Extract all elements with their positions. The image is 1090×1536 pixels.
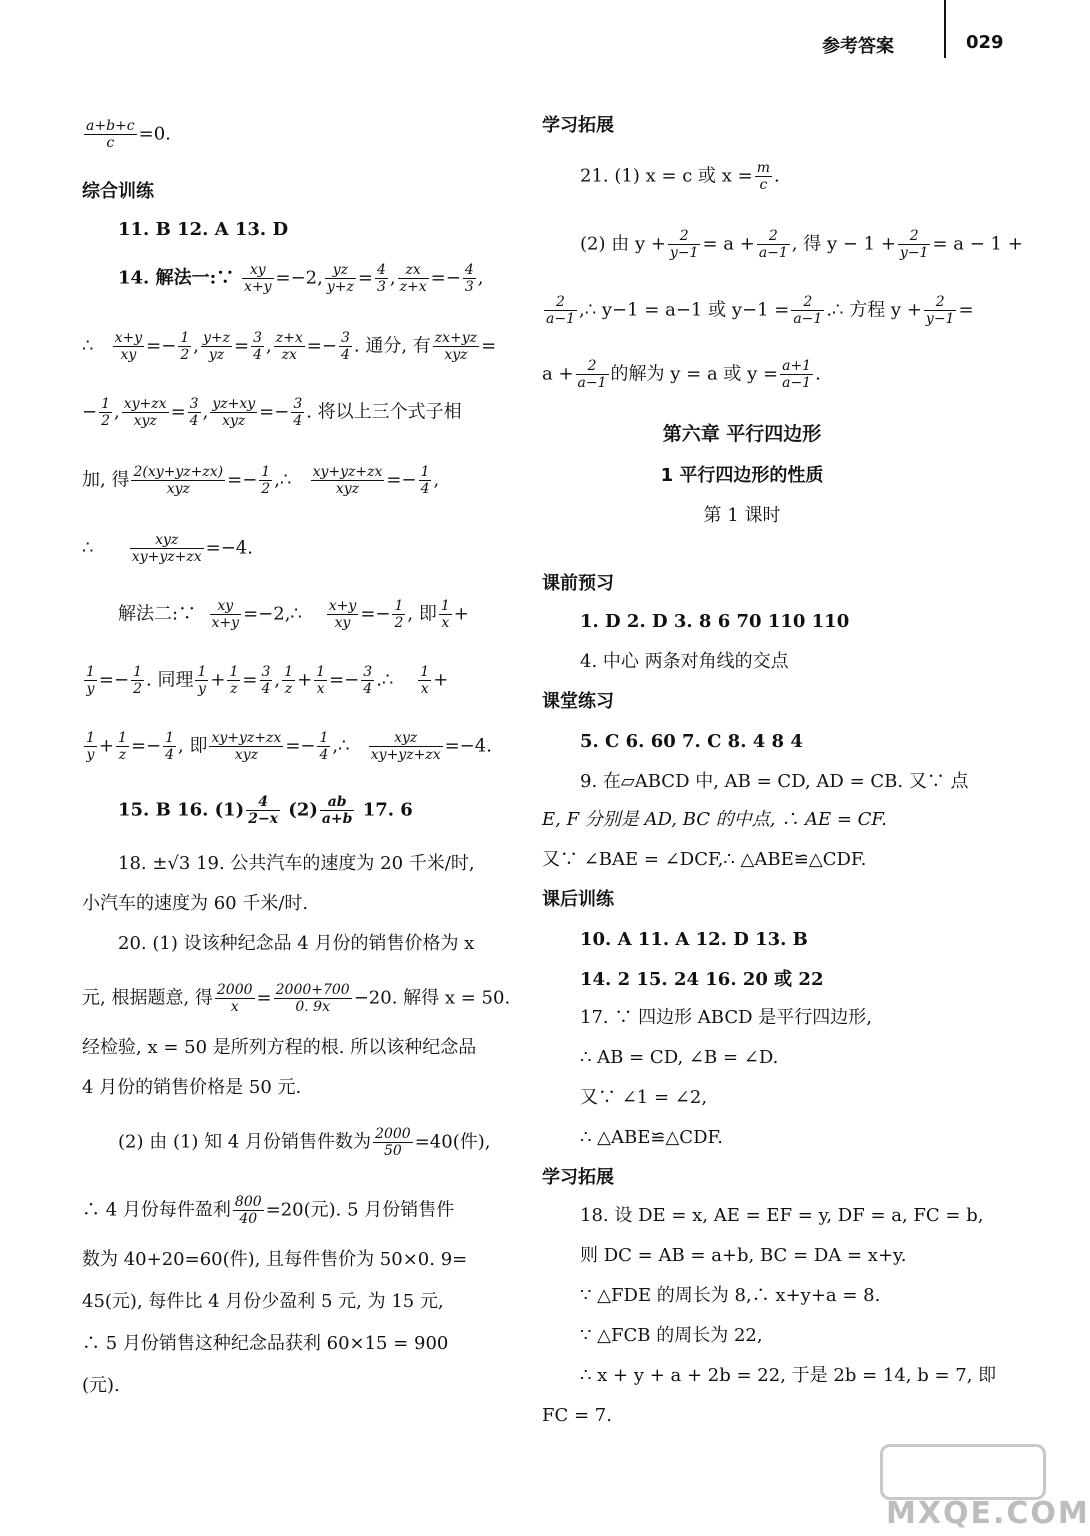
right-line-12: 14. 2 15. 24 16. 20 或 22 <box>580 969 824 990</box>
chapter-title: 第六章 平行四边形 <box>662 423 822 445</box>
section-heading: 课后训练 <box>542 889 614 910</box>
left-line-2: 11. B 12. A 13. D <box>118 219 289 240</box>
watermark-logo-icon <box>880 1444 1046 1500</box>
right-line-9: E, F 分别是 AD, BC 的中点, ∴ AE = CF. <box>542 809 887 830</box>
right-line-7: 5. C 6. 60 7. C 8. 4 8 4 <box>580 731 803 752</box>
section-heading: 学习拓展 <box>542 1167 614 1188</box>
right-line-5: 1. D 2. D 3. 8 6 70 110 110 <box>580 611 850 632</box>
right-line-11: 10. A 11. A 12. D 13. B <box>580 929 808 950</box>
section-heading: 课前预习 <box>542 573 614 594</box>
left-line-3: 14. 解法一:∵ $\frac{xy}{x+y}$ =−2, $\frac{yz}{y+z}$ = $\frac{4}{3}$ , $\frac{zx}{z+x}$ =− $\frac{4}{3}$ , <box>118 262 484 295</box>
right-line-19: ∵ △FDE 的周长为 8,∴ x+y+a = 8. <box>580 1285 881 1306</box>
section-heading: 学习拓展 <box>542 115 614 136</box>
left-line-16: 经检验, x = 50 是所列方程的根. 所以该种纪念品 <box>82 1037 477 1058</box>
left-line-8: 解法二:∵ $\frac{xy}{x+y}$ =−2,∴ $\frac{x+y}{xy}$ =− $\frac{1}{2}$ , 即 $\frac{1}{x}$ + <box>118 598 469 631</box>
section-heading: 综合训练 <box>82 181 154 202</box>
lesson-title: 第 1 课时 <box>703 505 781 526</box>
left-line-11: 15. B 16. (1) $\frac{4}{2-x}$ (2) $\frac{ab}{a+b}$ 17. 6 <box>118 794 413 827</box>
right-line-17: 18. 设 DE = x, AE = EF = y, DF = a, FC = b, <box>580 1205 984 1226</box>
left-line-22: ∴ 5 月份销售这种纪念品获利 60×15 = 900 <box>82 1333 449 1354</box>
right-line-6: 4. 中心 两条对角线的交点 <box>580 651 789 672</box>
right-line-8: 9. 在▱ABCD 中, AB = CD, AD = CB. 又∵ 点 <box>580 771 969 792</box>
right-line-16: ∴ △ABE≌△CDF. <box>580 1127 723 1148</box>
section-title: 1 平行四边形的性质 <box>660 465 824 486</box>
left-line-5: − $\frac{1}{2}$ , $\frac{xy+zx}{\text{xyz}}$ = $\frac{3}{4}$ , $\frac{yz+xy}{\text{xyz}}$ =− $\frac{3}{4}$ . 将以上三个式子相 <box>82 396 462 429</box>
left-line-14: 20. (1) 设该种纪念品 4 月份的销售价格为 x <box>118 933 475 954</box>
right-line-18: 则 DC = AB = a+b, BC = DA = x+y. <box>580 1245 907 1266</box>
right-line-21: ∴ x + y + a + 2b = 22, 于是 2b = 14, b = 7, 即 <box>580 1365 997 1386</box>
watermark-text: MXQE.COM <box>886 1496 1090 1531</box>
left-line-18: (2) 由 (1) 知 4 月份销售件数为 $\frac{2000}{50}$ =40(件), <box>118 1126 491 1159</box>
left-line-4: ∴ $\frac{x+y}{xy}$ =− $\frac{1}{2}$ , $\frac{y+z}{yz}$ = $\frac{3}{4}$ , $\frac{z+x}{zx}$ =− $\frac{3}{4}$ . 通分, 有 $\frac{zx+yz}{\text{xyz}}$ = <box>82 330 497 363</box>
right-line-3: $\frac{2}{a-1}$ ,∴ y−1 = a−1 或 y−1 = $\frac{2}{a-1}$ .∴ 方程 y + $\frac{2}{y-1}$ = <box>546 294 974 327</box>
header-rule <box>944 0 946 58</box>
page-number: 029 <box>966 32 1004 53</box>
left-line-7: ∴ $\frac{\text{xyz}}{xy+yz+zx}$ =−4. <box>82 532 253 565</box>
left-line-12: 18. ±√3 19. 公共汽车的速度为 20 千米/时, <box>118 853 475 874</box>
left-line-20: 数为 40+20=60(件), 且每件售价为 50×0. 9= <box>82 1249 468 1270</box>
left-line-19: ∴ 4 月份每件盈利 $\frac{800}{40}$ =20(元). 5 月份销售件 <box>82 1194 455 1227</box>
right-line-1: 21. (1) x = c 或 x = $\frac{m}{c}$ . <box>580 160 780 193</box>
left-line-23: (元). <box>82 1375 120 1396</box>
header-title: 参考答案 <box>822 36 894 57</box>
left-line-15: 元, 根据题意, 得 $\frac{2000}{x}$ = $\frac{2000+700}{0. 9x}$ −20. 解得 x = 50. <box>82 982 511 1015</box>
right-line-10: 又∵ ∠BAE = ∠DCF,∴ △ABE≌△CDF. <box>542 849 867 870</box>
right-line-20: ∵ △FCB 的周长为 22, <box>580 1325 763 1346</box>
left-line-21: 45(元), 每件比 4 月份少盈利 5 元, 为 15 元, <box>82 1291 444 1312</box>
watermark <box>880 1444 1090 1532</box>
left-line-9: $\frac{1}{y}$ =− $\frac{1}{2}$ . 同理 $\frac{1}{y}$ + $\frac{1}{z}$ = $\frac{3}{4}$ , $\frac{1}{z}$ + $\frac{1}{x}$ =− $\frac{3}{4}$ .∴ $\frac{1}{x}$ + <box>86 664 449 697</box>
section-heading: 课堂练习 <box>542 691 614 712</box>
right-line-2: (2) 由 y + $\frac{2}{y-1}$ = a + $\frac{2}{a-1}$ , 得 y − 1 + $\frac{2}{y-1}$ = a − 1 + <box>580 228 1023 261</box>
left-line-6: 加, 得 $\frac{2(xy+yz+zx)}{\text{xyz}}$ =− $\frac{1}{2}$ ,∴ $\frac{xy+yz+zx}{\text{xyz}}$ =− $\frac{1}{4}$ , <box>82 464 440 497</box>
right-line-14: ∴ AB = CD, ∠B = ∠D. <box>580 1047 779 1068</box>
left-line-13: 小汽车的速度为 60 千米/时. <box>82 893 309 914</box>
right-line-22: FC = 7. <box>542 1405 612 1426</box>
fraction: $\frac{a+b+c}{c}$ <box>86 118 135 151</box>
right-line-15: 又∵ ∠1 = ∠2, <box>580 1087 708 1108</box>
left-line-17: 4 月份的销售价格是 50 元. <box>82 1077 302 1098</box>
left-line-1: $\frac{a+b+c}{c}$ =0. <box>86 118 171 151</box>
right-line-13: 17. ∵ 四边形 ABCD 是平行四边形, <box>580 1007 872 1028</box>
right-line-4: a + $\frac{2}{a-1}$ 的解为 y = a 或 y = $\frac{a+1}{a-1}$ . <box>542 358 821 391</box>
left-line-10: $\frac{1}{y}$ + $\frac{1}{z}$ =− $\frac{1}{4}$ , 即 $\frac{xy+yz+zx}{\text{xyz}}$ =− $\frac{1}{4}$ ,∴ $\frac{\text{xyz}}{xy+yz+zx}$ =−4. <box>86 730 492 763</box>
